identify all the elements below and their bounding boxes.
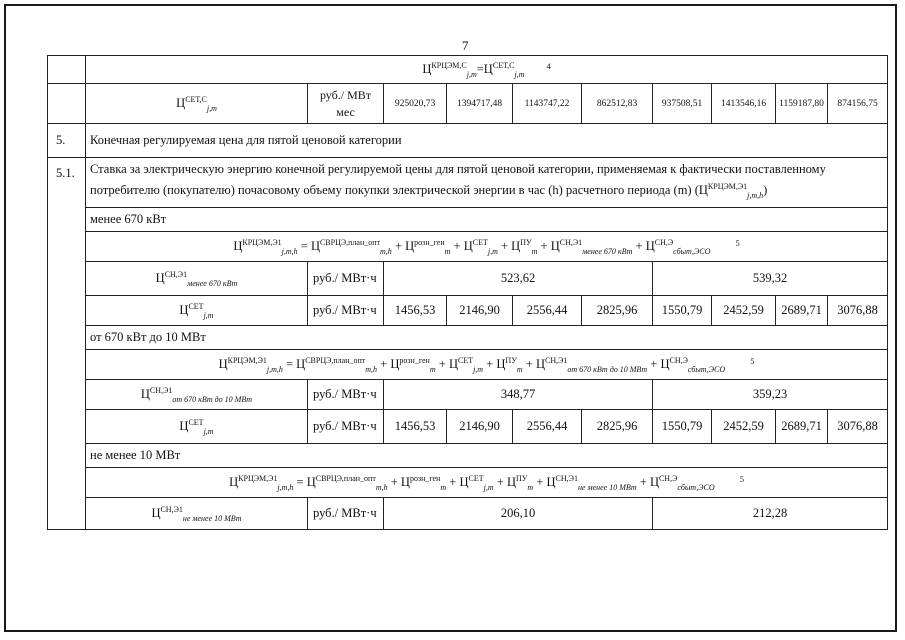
sn-label: $Ц^{СН,Э1}_{менее 670 кВт}$	[86, 262, 308, 296]
sn-value-1: 523,62	[384, 262, 653, 296]
set-row	[48, 296, 888, 326]
sn-unit: руб./ МВт·ч	[308, 380, 384, 410]
sn-label: $Ц^{СН,Э1}_{от 670 кВт до 10 МВт}$	[86, 380, 308, 410]
sn-value-2: 539,32	[653, 262, 888, 296]
set-value: 2825,96	[582, 296, 653, 326]
top-formula-row	[48, 56, 888, 84]
set-value: 2689,71	[776, 410, 828, 444]
set-value: 1456,53	[384, 410, 447, 444]
set-value: 2556,44	[513, 410, 582, 444]
group-formula-row	[48, 468, 888, 498]
set-value: 2556,44	[513, 296, 582, 326]
set-c-value: 874156,75	[828, 84, 888, 124]
set-value: 2146,90	[447, 410, 513, 444]
set-value: 1550,79	[653, 296, 712, 326]
group-heading: менее 670 кВт	[86, 208, 888, 232]
section-5-1-row	[48, 158, 888, 208]
sn-value-2: 212,28	[653, 498, 888, 530]
section-title: Конечная регулируемая цена для пятой ценовой категории	[86, 124, 888, 158]
sn-unit: руб./ МВт·ч	[308, 262, 384, 296]
set-c-unit: руб./ МВт мес	[308, 84, 384, 124]
set-value: 1550,79	[653, 410, 712, 444]
top-formula: $Ц^{КРЦЭМ,С}_{j,m}=Ц^{СЕТ,С}_{j,m}^4$	[86, 56, 888, 84]
set-c-row	[48, 84, 888, 124]
tariff-table	[47, 55, 888, 530]
section-number: 5.1.	[48, 158, 86, 530]
set-value: 2146,90	[447, 296, 513, 326]
set-c-value: 862512,83	[582, 84, 653, 124]
set-value: 2825,96	[582, 410, 653, 444]
group-heading: от 670 кВт до 10 МВт	[86, 326, 888, 350]
set-c-value: 925020,73	[384, 84, 447, 124]
group-formula: $Ц^{КРЦЭМ,Э1}_{j,m,h} = Ц^{СВРЦЭ,план\_опт}_{m,h} + Ц^{розн\_ген}_m + Ц^{СЕТ}_{j,m} + Ц^{ПУ}_m + Ц^{СН,Э1}_{не менее 10 МВт} + Ц^{СН,Э}_{сбыт,ЭСО}$ $^5$	[86, 468, 888, 498]
set-unit: руб./ МВт·ч	[308, 296, 384, 326]
set-c-value: 1143747,22	[513, 84, 582, 124]
sn-row	[48, 380, 888, 410]
set-c-value: 1159187,80	[776, 84, 828, 124]
group-formula: $Ц^{КРЦЭМ,Э1}_{j,m,h} = Ц^{СВРЦЭ,план\_опт}_{m,h} + Ц^{розн\_ген}_m + Ц^{СЕТ}_{j,m} + Ц^{ПУ}_m + Ц^{СН,Э1}_{от 670 кВт до 10 МВт} + Ц^{СН,Э}_{сбыт,ЭСО}$ $^5$	[86, 350, 888, 380]
sn-value-1: 348,77	[384, 380, 653, 410]
group-heading: не менее 10 МВт	[86, 444, 888, 468]
group-formula-row	[48, 232, 888, 262]
set-value: 2452,59	[712, 296, 776, 326]
group-formula-row	[48, 350, 888, 380]
set-label: $Ц^{СЕТ}_{j,m}$	[86, 410, 308, 444]
set-c-label: $Ц^{СЕТ,С}_{j,m}$	[86, 84, 308, 124]
set-c-value: 1394717,48	[447, 84, 513, 124]
sn-value-2: 359,23	[653, 380, 888, 410]
sn-value-1: 206,10	[384, 498, 653, 530]
set-row	[48, 410, 888, 444]
set-c-value: 937508,51	[653, 84, 712, 124]
section-5-row	[48, 124, 888, 158]
set-value: 1456,53	[384, 296, 447, 326]
sn-unit: руб./ МВт·ч	[308, 498, 384, 530]
set-value: 3076,88	[828, 410, 888, 444]
group-heading-row	[48, 208, 888, 232]
group-heading-row	[48, 444, 888, 468]
set-c-value: 1413546,16	[712, 84, 776, 124]
group-heading-row	[48, 326, 888, 350]
page-number: 7	[462, 38, 469, 53]
set-value: 3076,88	[828, 296, 888, 326]
set-value: 2689,71	[776, 296, 828, 326]
section-description: Ставка за электрическую энергию конечной регулируемой цены для пятой ценовой категории, применяемая к фактически поставленному потребителю (покупателю) почасовому объему покупки электрической энергии в час (h) расчетного периода (m) $(Ц^{КРЦЭМ,Э1}_{j,m,h})$	[86, 158, 888, 208]
sn-row	[48, 262, 888, 296]
sn-label: $Ц^{СН,Э1}_{не менее 10 МВт}$	[86, 498, 308, 530]
section-number: 5.	[48, 124, 86, 158]
set-unit: руб./ МВт·ч	[308, 410, 384, 444]
set-value: 2452,59	[712, 410, 776, 444]
sn-row	[48, 498, 888, 530]
set-label: $Ц^{СЕТ}_{j,m}$	[86, 296, 308, 326]
group-formula: $Ц^{КРЦЭМ,Э1}_{j,m,h} = Ц^{СВРЦЭ,план\_опт}_{m,h} + Ц^{розн\_ген}_m + Ц^{СЕТ}_{j,m} + Ц^{ПУ}_m + Ц^{СН,Э1}_{менее 670 кВт} + Ц^{СН,Э}_{сбыт,ЭСО}$ $^5$	[86, 232, 888, 262]
